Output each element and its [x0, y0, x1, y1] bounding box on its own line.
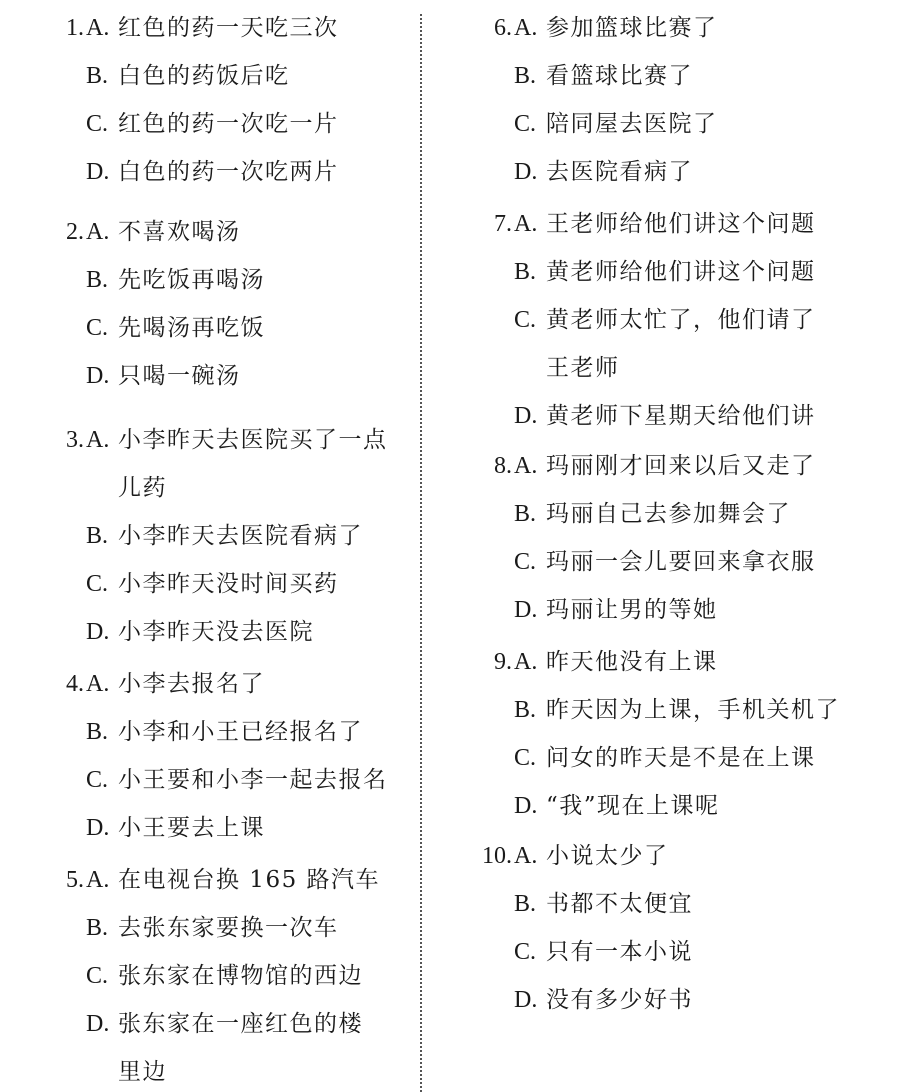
option-line	[424, 884, 898, 924]
option-letter: A.	[86, 427, 110, 453]
option-text: 只喝一碗汤	[118, 363, 241, 389]
option-line	[424, 932, 898, 972]
option-line	[0, 212, 418, 252]
question-number: 4.	[66, 671, 84, 697]
question-number: 9.	[494, 649, 512, 675]
option-text-continued: 王老师	[546, 355, 620, 381]
option-line	[0, 1052, 418, 1092]
option-letter: C.	[86, 571, 109, 597]
option-letter: C.	[86, 963, 109, 989]
option-letter: A.	[514, 649, 538, 675]
option-text: 白色的药饭后吃	[118, 63, 290, 89]
option-text: 先吃饭再喝汤	[118, 267, 265, 293]
option-letter: C.	[86, 315, 109, 341]
option-text: 红色的药一天吃三次	[118, 15, 339, 41]
option-line	[424, 204, 898, 244]
option-text: 在电视台换 165 路汽车	[118, 867, 381, 893]
option-line	[0, 516, 418, 556]
option-line	[424, 348, 898, 388]
option-text: 去张东家要换一次车	[118, 915, 339, 941]
option-letter: B.	[86, 267, 109, 293]
option-text: 张东家在博物馆的西边	[118, 963, 363, 989]
option-letter: C.	[514, 111, 537, 137]
option-letter: A.	[514, 211, 538, 237]
option-letter: C.	[514, 549, 537, 575]
option-text: 王老师给他们讲这个问题	[546, 211, 816, 237]
option-letter: A.	[514, 453, 538, 479]
option-text: 看篮球比赛了	[546, 63, 693, 89]
question-number: 5.	[66, 867, 84, 893]
option-text: 小李昨天去医院买了一点	[118, 427, 388, 453]
option-text: 黄老师太忙了，他们请了	[546, 307, 816, 333]
option-letter: A.	[86, 219, 110, 245]
option-text: 没有多少好书	[546, 987, 693, 1013]
option-text: 白色的药一次吃两片	[118, 159, 339, 185]
option-letter: D.	[514, 159, 538, 185]
option-line	[0, 760, 418, 800]
option-letter: C.	[514, 745, 537, 771]
option-line	[0, 308, 418, 348]
option-line	[424, 300, 898, 340]
option-text: 黄老师给他们讲这个问题	[546, 259, 816, 285]
option-text: 黄老师下星期天给他们讲	[546, 403, 816, 429]
option-line	[0, 152, 418, 192]
option-letter: B.	[86, 63, 109, 89]
option-line	[0, 564, 418, 604]
option-text: 先喝汤再吃饭	[118, 315, 265, 341]
option-letter: D.	[514, 403, 538, 429]
option-line	[424, 446, 898, 486]
option-letter: C.	[86, 111, 109, 137]
option-text: 小李去报名了	[118, 671, 265, 697]
option-text: “我”现在上课呢	[546, 793, 720, 819]
option-text-continued: 儿药	[118, 475, 167, 501]
option-line	[424, 542, 898, 582]
option-line	[0, 712, 418, 752]
option-letter: D.	[514, 793, 538, 819]
option-text: 玛丽一会儿要回来拿衣服	[546, 549, 816, 575]
option-letter: D.	[86, 159, 110, 185]
option-text: 小李昨天没时间买药	[118, 571, 339, 597]
option-letter: D.	[514, 987, 538, 1013]
option-line	[0, 1004, 418, 1044]
option-letter: D.	[86, 1011, 110, 1037]
option-letter: A.	[514, 15, 538, 41]
option-letter: B.	[514, 501, 537, 527]
option-line	[424, 786, 898, 826]
option-letter: D.	[86, 815, 110, 841]
option-text: 小李和小王已经报名了	[118, 719, 363, 745]
option-line	[0, 664, 418, 704]
column-divider	[420, 14, 422, 1092]
option-line	[424, 56, 898, 96]
option-line	[0, 8, 418, 48]
option-letter: A.	[86, 15, 110, 41]
option-line	[0, 468, 418, 508]
option-letter: B.	[514, 63, 537, 89]
question-number: 10.	[482, 843, 512, 869]
option-line	[424, 494, 898, 534]
option-text: 张东家在一座红色的楼	[118, 1011, 363, 1037]
option-text: 玛丽自己去参加舞会了	[546, 501, 791, 527]
option-line	[0, 104, 418, 144]
option-letter: B.	[514, 697, 537, 723]
option-line	[424, 738, 898, 778]
question-number: 7.	[494, 211, 512, 237]
option-line	[424, 152, 898, 192]
option-line	[0, 612, 418, 652]
option-line	[424, 980, 898, 1020]
option-letter: D.	[86, 363, 110, 389]
option-line	[0, 956, 418, 996]
option-letter: B.	[514, 891, 537, 917]
option-letter: A.	[514, 843, 538, 869]
option-letter: B.	[86, 915, 109, 941]
option-line	[0, 420, 418, 460]
option-text: 玛丽刚才回来以后又走了	[546, 453, 816, 479]
option-letter: C.	[514, 307, 537, 333]
question-number: 1.	[66, 15, 84, 41]
option-letter: B.	[86, 719, 109, 745]
option-line	[0, 356, 418, 396]
option-letter: B.	[514, 259, 537, 285]
option-letter: D.	[514, 597, 538, 623]
option-line	[424, 690, 898, 730]
option-text: 昨天他没有上课	[546, 649, 718, 675]
option-letter: C.	[86, 767, 109, 793]
option-letter: C.	[514, 939, 537, 965]
option-text: 红色的药一次吃一片	[118, 111, 339, 137]
option-text: 昨天因为上课，手机关机了	[546, 697, 840, 723]
option-text: 只有一本小说	[546, 939, 693, 965]
option-text: 不喜欢喝汤	[118, 219, 241, 245]
option-line	[424, 836, 898, 876]
option-text: 小王要去上课	[118, 815, 265, 841]
option-line	[0, 860, 418, 900]
option-text-continued: 里边	[118, 1059, 167, 1085]
option-text: 小李昨天没去医院	[118, 619, 314, 645]
option-line	[424, 104, 898, 144]
question-number: 6.	[494, 15, 512, 41]
option-text: 小王要和小李一起去报名	[118, 767, 388, 793]
option-letter: A.	[86, 867, 110, 893]
option-letter: D.	[86, 619, 110, 645]
question-number: 2.	[66, 219, 84, 245]
option-text: 小说太少了	[546, 843, 669, 869]
option-line	[0, 56, 418, 96]
option-line	[424, 642, 898, 682]
option-line	[424, 8, 898, 48]
option-letter: A.	[86, 671, 110, 697]
option-line	[0, 908, 418, 948]
option-line	[0, 808, 418, 848]
option-text: 书都不太便宜	[546, 891, 693, 917]
question-number: 3.	[66, 427, 84, 453]
option-text: 小李昨天去医院看病了	[118, 523, 363, 549]
option-letter: B.	[86, 523, 109, 549]
option-line	[424, 252, 898, 292]
option-text: 去医院看病了	[546, 159, 693, 185]
option-text: 参加篮球比赛了	[546, 15, 718, 41]
question-number: 8.	[494, 453, 512, 479]
option-text: 玛丽让男的等她	[546, 597, 718, 623]
option-line	[0, 260, 418, 300]
option-line	[424, 590, 898, 630]
option-line	[424, 396, 898, 436]
option-text: 问女的昨天是不是在上课	[546, 745, 816, 771]
option-text: 陪同屋去医院了	[546, 111, 718, 137]
